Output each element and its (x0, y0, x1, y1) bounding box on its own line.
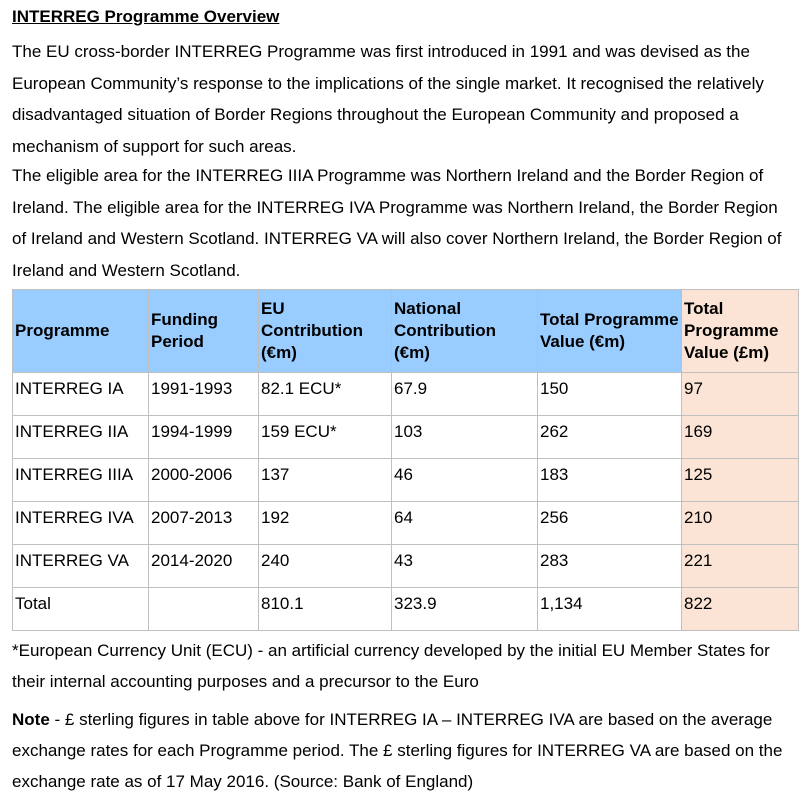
cell-total-gbp: 210 (682, 502, 799, 545)
table-row (13, 545, 799, 588)
cell-programme: Total (13, 588, 149, 631)
cell-total-gbp: 125 (682, 459, 799, 502)
note-text: - £ sterling figures in table above for INTERREG IA – INTERREG IVA are based on the average exchange rates for each Programme period. The £ sterling figures for INTERREG VA are based on the exchange rate as of 17 May 2016. (Source: Bank of England) (12, 710, 783, 791)
eligibility-paragraph: The eligible area for the INTERREG IIIA Programme was Northern Ireland and the Border Region of Ireland. The eligible area for the INTERREG IVA Programme was Northern Ireland, the Border Region of Ireland and Western Scotland. INTERREG VA will also cover Northern Ireland, the Border Region of Ireland and Western Scotland. (12, 166, 782, 280)
cell-national-contribution: 64 (392, 502, 538, 545)
cell-programme: INTERREG VA (13, 545, 149, 588)
cell-eu-contribution: 82.1 ECU* (259, 373, 392, 416)
note-label: Note (12, 710, 50, 729)
cell-total-gbp: 97 (682, 373, 799, 416)
cell-total-gbp: 221 (682, 545, 799, 588)
cell-eu-contribution: 192 (259, 502, 392, 545)
cell-total-eur: 283 (538, 545, 682, 588)
exchange-rate-note (12, 704, 796, 797)
table-body (13, 373, 799, 631)
cell-total-eur: 262 (538, 416, 682, 459)
header-total-gbp: Total Programme Value (£m) (682, 290, 799, 373)
cell-total-gbp: 822 (682, 588, 799, 631)
cell-eu-contribution: 159 ECU* (259, 416, 392, 459)
cell-national-contribution: 323.9 (392, 588, 538, 631)
cell-national-contribution: 46 (392, 459, 538, 502)
cell-eu-contribution: 240 (259, 545, 392, 588)
cell-national-contribution: 67.9 (392, 373, 538, 416)
cell-total-eur: 183 (538, 459, 682, 502)
cell-funding-period: 2007-2013 (149, 502, 259, 545)
header-programme: Programme (13, 290, 149, 373)
table-header-row (13, 290, 799, 373)
header-funding-period: Funding Period (149, 290, 259, 373)
programme-table (12, 289, 799, 631)
page-title: INTERREG Programme Overview (12, 7, 280, 26)
ecu-footnote: *European Currency Unit (ECU) - an artificial currency developed by the initial EU Member States for their internal accounting purposes and a precursor to the Euro (12, 641, 770, 691)
cell-funding-period: 1991-1993 (149, 373, 259, 416)
header-total-eur: Total Programme Value (€m) (538, 290, 682, 373)
cell-programme: INTERREG IA (13, 373, 149, 416)
cell-programme: INTERREG IIIA (13, 459, 149, 502)
table-row (13, 459, 799, 502)
cell-funding-period: 1994-1999 (149, 416, 259, 459)
cell-funding-period: 2014-2020 (149, 545, 259, 588)
cell-total-eur: 256 (538, 502, 682, 545)
table-row (13, 416, 799, 459)
cell-national-contribution: 103 (392, 416, 538, 459)
cell-funding-period (149, 588, 259, 631)
intro-paragraph: The EU cross-border INTERREG Programme was first introduced in 1991 and was devised as the European Community’s response to the implications of the single market. It recognised the relatively disadvantaged situation of Border Regions throughout the European Community and proposed a mechanism of support for such areas. (12, 42, 764, 156)
table-row (13, 373, 799, 416)
cell-total-eur: 150 (538, 373, 682, 416)
table-row-total (13, 588, 799, 631)
cell-national-contribution: 43 (392, 545, 538, 588)
cell-programme: INTERREG IVA (13, 502, 149, 545)
cell-eu-contribution: 137 (259, 459, 392, 502)
header-eu-contribution: EU Contribution (€m) (259, 290, 392, 373)
table-row (13, 502, 799, 545)
header-national-contribution: National Contribution (€m) (392, 290, 538, 373)
cell-total-gbp: 169 (682, 416, 799, 459)
cell-total-eur: 1,134 (538, 588, 682, 631)
cell-eu-contribution: 810.1 (259, 588, 392, 631)
cell-funding-period: 2000-2006 (149, 459, 259, 502)
cell-programme: INTERREG IIA (13, 416, 149, 459)
